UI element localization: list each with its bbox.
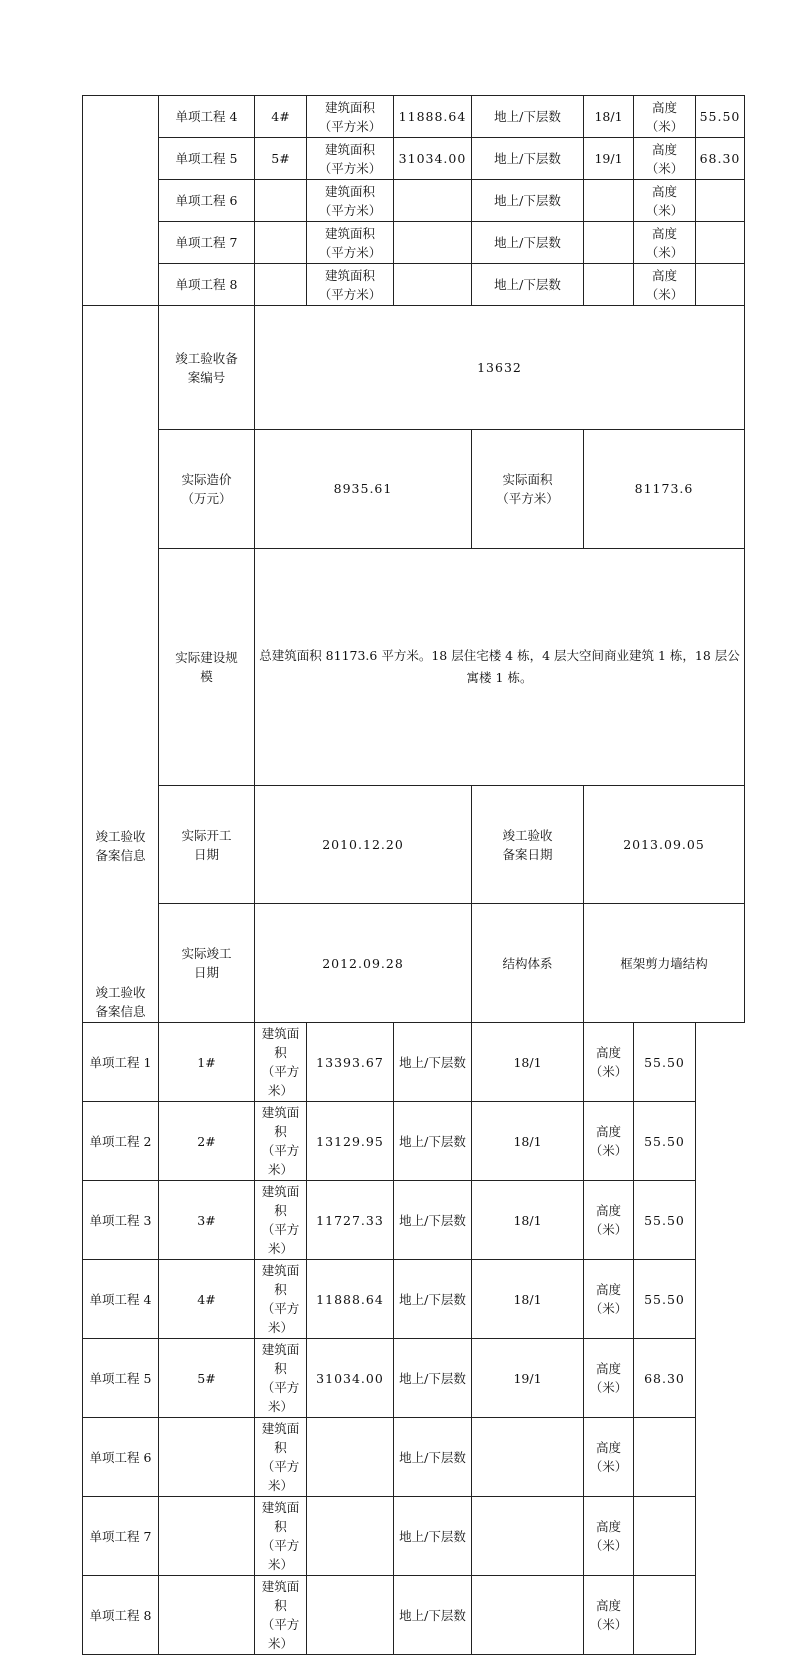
area-label-cell: 建筑面积 （平方米） — [255, 1102, 307, 1181]
height-value-cell: 68.30 — [696, 138, 745, 180]
floors-value-cell: 19/1 — [584, 138, 634, 180]
record-no-value: 13632 — [255, 306, 745, 430]
floors-label-cell: 地上/下层数 — [472, 180, 584, 222]
area-label-cell: 建筑面积 （平方米） — [307, 180, 394, 222]
height-value-cell: 55.50 — [634, 1102, 696, 1181]
project-name-cell: 单项工程 4 — [159, 96, 255, 138]
table-row — [83, 222, 745, 264]
floors-label-cell: 地上/下层数 — [394, 1181, 472, 1260]
table-row — [83, 1260, 745, 1339]
scale-value: 总建筑面积 81173.6 平方米。18 层住宅楼 4 栋，4 层大空间商业建筑 1 栋，18 层公寓楼 1 栋。 — [255, 548, 745, 785]
height-value-cell — [634, 1418, 696, 1497]
area-value-cell: 11727.33 — [307, 1181, 394, 1260]
floors-value-cell — [584, 264, 634, 306]
actual-area-label: 实际面积 （平方米） — [472, 430, 584, 549]
project-name-cell: 单项工程 7 — [83, 1497, 159, 1576]
floors-label-cell: 地上/下层数 — [472, 138, 584, 180]
height-value-cell: 55.50 — [634, 1181, 696, 1260]
table-row — [83, 264, 745, 306]
project-name-cell: 单项工程 8 — [159, 264, 255, 306]
project-name-cell: 单项工程 7 — [159, 222, 255, 264]
table-summary-section — [83, 306, 745, 1023]
height-label-cell: 高度 （米） — [634, 180, 696, 222]
height-label-cell: 高度 （米） — [634, 222, 696, 264]
floors-label-cell: 地上/下层数 — [394, 1576, 472, 1655]
project-name-cell: 单项工程 2 — [83, 1102, 159, 1181]
floors-value-cell — [584, 180, 634, 222]
cost-value: 8935.61 — [255, 430, 472, 549]
area-label-cell: 建筑面积 （平方米） — [255, 1418, 307, 1497]
floors-label-cell: 地上/下层数 — [394, 1497, 472, 1576]
height-label-cell: 高度 （米） — [584, 1023, 634, 1102]
cost-label: 实际造价 （万元） — [159, 430, 255, 549]
height-value-cell — [696, 222, 745, 264]
record-date-value: 2013.09.05 — [584, 785, 745, 904]
table-row — [83, 1418, 745, 1497]
building-no-cell: 2# — [159, 1102, 255, 1181]
floors-value-cell: 18/1 — [472, 1181, 584, 1260]
height-label-cell: 高度 （米） — [584, 1576, 634, 1655]
area-value-cell: 13393.67 — [307, 1023, 394, 1102]
table-row — [83, 430, 745, 549]
area-value-cell — [394, 264, 472, 306]
building-no-cell — [159, 1576, 255, 1655]
scale-label: 实际建设规 模 — [159, 548, 255, 785]
building-no-cell: 5# — [159, 1339, 255, 1418]
table-row — [83, 306, 745, 430]
table-row — [83, 1497, 745, 1576]
section-label-1: 竣工验收 备案信息 — [95, 829, 146, 863]
area-value-cell — [307, 1576, 394, 1655]
area-label-cell: 建筑面积 （平方米） — [255, 1023, 307, 1102]
floors-value-cell: 19/1 — [472, 1339, 584, 1418]
height-value-cell — [696, 180, 745, 222]
floors-value-cell — [472, 1418, 584, 1497]
blank-left-cell — [83, 96, 159, 306]
area-label-cell: 建筑面积 （平方米） — [255, 1181, 307, 1260]
height-label-cell: 高度 （米） — [584, 1339, 634, 1418]
area-value-cell: 13129.95 — [307, 1102, 394, 1181]
table-top-section — [83, 96, 745, 306]
floors-value-cell — [584, 222, 634, 264]
area-value-cell: 31034.00 — [307, 1339, 394, 1418]
record-no-label: 竣工验收备 案编号 — [159, 306, 255, 430]
table-row — [83, 1023, 745, 1102]
floors-value-cell — [472, 1497, 584, 1576]
project-name-cell: 单项工程 5 — [159, 138, 255, 180]
table-row — [83, 904, 745, 1023]
actual-area-value: 81173.6 — [584, 430, 745, 549]
area-value-cell — [394, 222, 472, 264]
floors-label-cell: 地上/下层数 — [394, 1339, 472, 1418]
building-no-cell: 4# — [159, 1260, 255, 1339]
height-label-cell: 高度 （米） — [584, 1497, 634, 1576]
project-name-cell: 单项工程 3 — [83, 1181, 159, 1260]
building-no-cell — [255, 264, 307, 306]
project-name-cell: 单项工程 4 — [83, 1260, 159, 1339]
table-row — [83, 1102, 745, 1181]
finish-date-value: 2012.09.28 — [255, 904, 472, 1023]
table-row — [83, 1576, 745, 1655]
height-value-cell: 68.30 — [634, 1339, 696, 1418]
floors-value-cell: 18/1 — [472, 1102, 584, 1181]
table-row — [83, 785, 745, 904]
building-no-cell: 5# — [255, 138, 307, 180]
height-value-cell: 55.50 — [634, 1260, 696, 1339]
area-label-cell: 建筑面积 （平方米） — [255, 1497, 307, 1576]
area-value-cell: 31034.00 — [394, 138, 472, 180]
area-value-cell — [394, 180, 472, 222]
building-no-cell — [255, 180, 307, 222]
floors-value-cell: 18/1 — [584, 96, 634, 138]
area-value-cell — [307, 1497, 394, 1576]
table-row — [83, 1181, 745, 1260]
finish-date-label: 实际竣工 日期 — [159, 904, 255, 1023]
floors-label-cell: 地上/下层数 — [394, 1260, 472, 1339]
start-date-value: 2010.12.20 — [255, 785, 472, 904]
area-label-cell: 建筑面积 （平方米） — [307, 96, 394, 138]
height-value-cell — [696, 264, 745, 306]
table-row — [83, 1339, 745, 1418]
area-value-cell — [307, 1418, 394, 1497]
height-label-cell: 高度 （米） — [634, 138, 696, 180]
building-no-cell: 3# — [159, 1181, 255, 1260]
area-value-cell: 11888.64 — [394, 96, 472, 138]
height-label-cell: 高度 （米） — [634, 96, 696, 138]
floors-label-cell: 地上/下层数 — [472, 222, 584, 264]
building-no-cell: 4# — [255, 96, 307, 138]
table-row — [83, 138, 745, 180]
height-value-cell — [634, 1497, 696, 1576]
area-label-cell: 建筑面积 （平方米） — [255, 1260, 307, 1339]
structure-label: 结构体系 — [472, 904, 584, 1023]
floors-label-cell: 地上/下层数 — [472, 264, 584, 306]
area-label-cell: 建筑面积 （平方米） — [307, 222, 394, 264]
building-no-cell — [255, 222, 307, 264]
structure-value: 框架剪力墙结构 — [584, 904, 745, 1023]
floors-value-cell — [472, 1576, 584, 1655]
floors-value-cell: 18/1 — [472, 1023, 584, 1102]
building-no-cell — [159, 1497, 255, 1576]
record-table — [82, 95, 745, 1655]
section-label-cell — [83, 306, 159, 1023]
floors-label-cell: 地上/下层数 — [394, 1102, 472, 1181]
floors-value-cell: 18/1 — [472, 1260, 584, 1339]
record-date-label: 竣工验收 备案日期 — [472, 785, 584, 904]
building-no-cell — [159, 1418, 255, 1497]
floors-label-cell: 地上/下层数 — [472, 96, 584, 138]
height-value-cell — [634, 1576, 696, 1655]
floors-label-cell: 地上/下层数 — [394, 1023, 472, 1102]
height-label-cell: 高度 （米） — [634, 264, 696, 306]
height-value-cell: 55.50 — [696, 96, 745, 138]
table-row — [83, 96, 745, 138]
building-no-cell: 1# — [159, 1023, 255, 1102]
table-row — [83, 180, 745, 222]
table-row — [83, 548, 745, 785]
height-value-cell: 55.50 — [634, 1023, 696, 1102]
section-label-2: 竣工验收 备案信息 — [95, 985, 146, 1019]
area-label-cell: 建筑面积 （平方米） — [255, 1576, 307, 1655]
area-value-cell: 11888.64 — [307, 1260, 394, 1339]
height-label-cell: 高度 （米） — [584, 1102, 634, 1181]
project-name-cell: 单项工程 8 — [83, 1576, 159, 1655]
area-label-cell: 建筑面积 （平方米） — [307, 138, 394, 180]
project-name-cell: 单项工程 5 — [83, 1339, 159, 1418]
height-label-cell: 高度 （米） — [584, 1418, 634, 1497]
project-name-cell: 单项工程 6 — [83, 1418, 159, 1497]
project-name-cell: 单项工程 6 — [159, 180, 255, 222]
height-label-cell: 高度 （米） — [584, 1181, 634, 1260]
table-bottom-section — [83, 1023, 745, 1655]
project-name-cell: 单项工程 1 — [83, 1023, 159, 1102]
floors-label-cell: 地上/下层数 — [394, 1418, 472, 1497]
area-label-cell: 建筑面积 （平方米） — [255, 1339, 307, 1418]
start-date-label: 实际开工 日期 — [159, 785, 255, 904]
height-label-cell: 高度 （米） — [584, 1260, 634, 1339]
area-label-cell: 建筑面积 （平方米） — [307, 264, 394, 306]
